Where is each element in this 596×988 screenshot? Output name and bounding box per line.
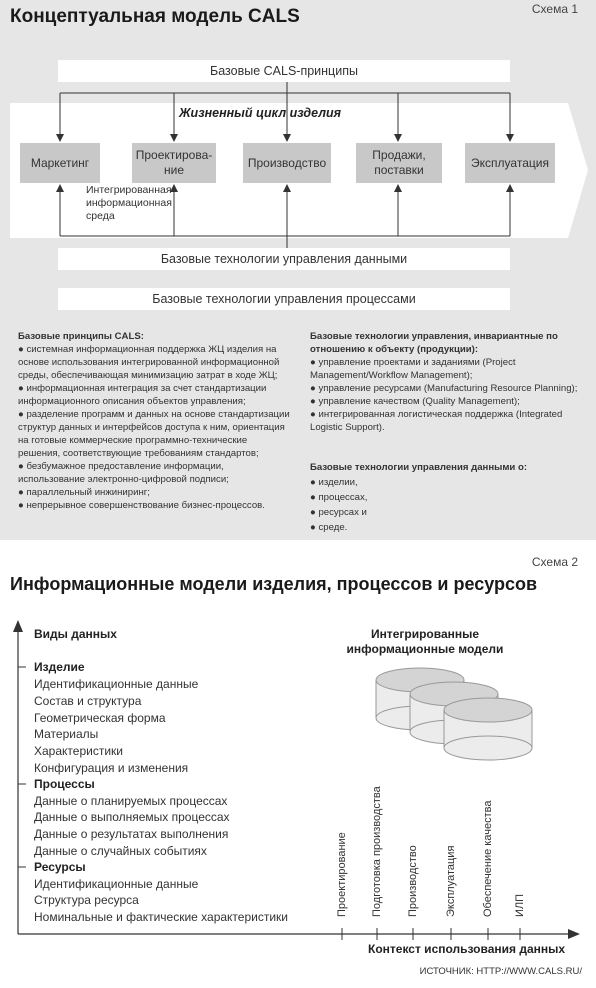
context-label: Подготовка производства bbox=[371, 786, 383, 917]
data-item: Идентификационные данные bbox=[34, 677, 199, 691]
group-resources: Ресурсы bbox=[34, 860, 86, 874]
list-item: ● изделии, bbox=[310, 477, 358, 488]
data-item: Данные о планируемых процессах bbox=[34, 794, 228, 808]
process-tech-box: Базовые технологии управления процессами bbox=[58, 288, 510, 310]
list-item: ● управление качеством (Quality Management); bbox=[310, 396, 520, 407]
list-header: Базовые принципы CALS: bbox=[18, 331, 144, 342]
cals-principles-box: Базовые CALS-принципы bbox=[58, 60, 510, 82]
list-item: ● управление проектами и заданиями (Project Management/Workflow Management); bbox=[310, 357, 516, 381]
stage-design: Проектирова-ние bbox=[132, 143, 216, 183]
list-item: ● параллельный инжиниринг; bbox=[18, 487, 150, 498]
cylinder-3 bbox=[444, 698, 532, 760]
scheme1-label: Схема 1 bbox=[531, 2, 578, 16]
list-item: ● информационная интеграция за счет стандартизации информационного описания объектов управления; bbox=[18, 383, 267, 407]
list-item: ● интегрированная логистическая поддержка (Integrated Logistic Support). bbox=[310, 409, 563, 433]
context-label: Производство bbox=[407, 845, 419, 917]
stage-marketing: Маркетинг bbox=[20, 143, 100, 183]
data-item: Идентификационные данные bbox=[34, 877, 199, 891]
context-label: ИЛП bbox=[514, 893, 526, 917]
data-item: Данные о случайных событиях bbox=[34, 844, 207, 858]
data-item: Номинальные и фактические характеристики bbox=[34, 910, 288, 924]
list-item: ● разделение программ и данных на основе стандартизации структур данных и интерфейсов доступа к ним, ориентация на готовые коммерческие программно-технические решения, соответствующие требованиям стандартов; bbox=[18, 409, 290, 459]
list-header: Базовые технологии управления, инвариантные по отношению к объекту (продукции): bbox=[310, 331, 558, 355]
context-label: Проектирование bbox=[336, 832, 348, 917]
y-axis-title: Виды данных bbox=[34, 627, 117, 641]
list-item: ● непрерывное совершенствование бизнес-процессов. bbox=[18, 500, 265, 511]
ies-label: Интегрированная информационная среда bbox=[86, 184, 172, 222]
data-item: Характеристики bbox=[34, 744, 123, 758]
context-label: Эксплуатация bbox=[445, 845, 457, 917]
lifecycle-title: Жизненный цикл изделия bbox=[178, 106, 342, 120]
database-cylinders bbox=[376, 668, 532, 760]
list-item: ● безбумажное предоставление информации, использование электронно-цифровой подписи; bbox=[18, 461, 229, 485]
data-item: Конфигурация и изменения bbox=[34, 761, 189, 775]
data-item: Материалы bbox=[34, 727, 99, 741]
group-product: Изделие bbox=[34, 660, 85, 674]
list-item: ● ресурсах и bbox=[310, 507, 367, 518]
scheme2-label: Схема 2 bbox=[531, 555, 578, 569]
cals-principles-list bbox=[18, 330, 290, 512]
list-item: ● среде. bbox=[310, 522, 348, 533]
list-header: Базовые технологии управления данными о: bbox=[310, 462, 528, 473]
invariant-tech-list bbox=[310, 330, 582, 434]
source-note: ИСТОЧНИК: HTTP://WWW.CALS.RU/ bbox=[419, 966, 582, 977]
stage-sales: Продажи, поставки bbox=[356, 143, 442, 183]
data-item: Состав и структура bbox=[34, 694, 142, 708]
list-item: ● управление ресурсами (Manufacturing Resource Planning); bbox=[310, 383, 578, 394]
data-item: Данные о результатах выполнения bbox=[34, 827, 229, 841]
list-item: ● системная информационная поддержка ЖЦ изделия на основе использования интегрированной информационной среды, обеспечивающая минимизацию затрат в ходе ЖЦ; bbox=[18, 344, 280, 381]
stage-production: Производство bbox=[243, 143, 331, 183]
scheme1-title: Концептуальная модель CALS bbox=[10, 6, 300, 27]
data-item: Данные о выполняемых процессах bbox=[34, 810, 230, 824]
data-tech-list bbox=[310, 460, 582, 535]
data-item: Структура ресурса bbox=[34, 893, 139, 907]
data-item: Геометрическая форма bbox=[34, 711, 166, 725]
scheme2-title: Информационные модели изделия, процессов и ресурсов bbox=[10, 574, 538, 594]
stage-operation: Эксплуатация bbox=[465, 143, 555, 183]
models-title: Интегрированные информационные модели bbox=[346, 627, 504, 656]
context-label: Обеспечение качества bbox=[482, 800, 494, 917]
data-tech-box: Базовые технологии управления данными bbox=[58, 248, 510, 270]
x-axis-title: Контекст использования данных bbox=[368, 942, 566, 956]
list-item: ● процессах, bbox=[310, 492, 368, 503]
group-processes: Процессы bbox=[34, 777, 95, 791]
